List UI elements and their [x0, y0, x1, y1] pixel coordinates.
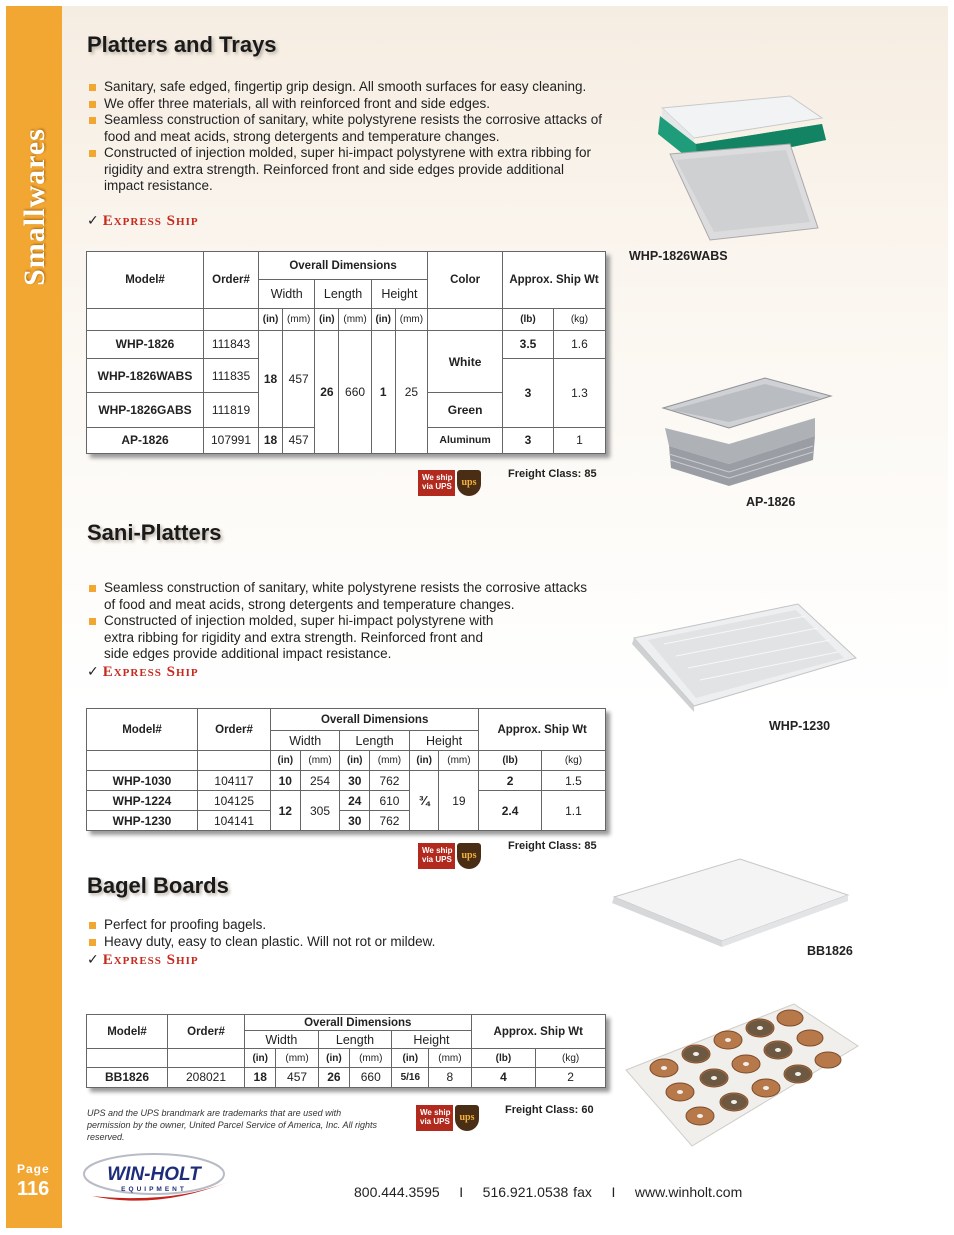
tray-stack-image	[650, 88, 830, 248]
bagel-heading: Bagel Boards	[87, 873, 229, 898]
cell-model: WHP-1826WABS	[87, 359, 204, 393]
cell-width-in: 12	[271, 791, 301, 831]
freight-class: Freight Class: 85	[508, 468, 597, 480]
sani-heading: Sani-Platters	[87, 520, 222, 545]
spacer-cell	[87, 751, 198, 771]
platters-heading: Platters and Trays	[87, 32, 277, 57]
footer-fax: 516.921.0538 fax	[482, 1184, 592, 1200]
cell-model: AP-1826	[87, 427, 204, 453]
cell-height-mm: 19	[439, 771, 479, 831]
unit-mm: (mm)	[370, 751, 410, 771]
header-width: Width	[259, 280, 315, 308]
cell-length-in: 26	[318, 1067, 349, 1087]
table-row	[87, 771, 606, 791]
unit-kg: (kg)	[553, 308, 605, 330]
cell-height-in: 5/16	[392, 1067, 429, 1087]
header-overall-dimensions: Overall Dimensions	[271, 709, 479, 731]
aluminum-tray-image	[655, 368, 835, 490]
checkmark-icon: ✓	[87, 664, 100, 680]
cell-height-in: ¾	[409, 771, 439, 831]
ups-badge-text: We ship via UPS	[418, 843, 455, 869]
cell-length-mm: 610	[370, 791, 410, 811]
ups-trademark-note: UPS and the UPS brandmark are trademarks that are used with permission by the owner, United Parcel Service of America, Inc. All rights reserved.	[87, 1108, 377, 1142]
logo-subtext: EQUIPMENT	[121, 1186, 187, 1193]
footer-separator: I	[611, 1184, 616, 1200]
page-number: 116	[17, 1178, 50, 1200]
cell-order: 111835	[204, 359, 259, 393]
unit-in: (in)	[371, 308, 395, 330]
spacer-cell	[168, 1049, 245, 1067]
header-length: Length	[340, 731, 409, 751]
unit-mm: (mm)	[429, 1049, 471, 1067]
cell-height-mm: 25	[395, 330, 427, 453]
ups-badge	[418, 843, 482, 869]
cell-width-mm: 457	[283, 427, 315, 453]
bagel-spec-table	[86, 1014, 606, 1088]
cell-lb: 2.4	[479, 791, 542, 831]
spacer-cell	[87, 308, 204, 330]
caption-bb1826: BB1826	[807, 944, 853, 958]
table-row	[87, 1067, 606, 1087]
express-ship-text: Express Ship	[102, 664, 199, 680]
express-ship-badge	[87, 952, 199, 969]
cell-length-mm: 660	[350, 1067, 392, 1087]
unit-mm: (mm)	[300, 751, 340, 771]
cell-length-in: 30	[340, 771, 370, 791]
checkmark-icon: ✓	[87, 213, 100, 229]
spacer-cell	[204, 308, 259, 330]
spacer-cell	[428, 308, 503, 330]
logo-text: WIN-HOLT	[107, 1164, 201, 1185]
unit-lb: (lb)	[479, 751, 542, 771]
ups-shield-icon: ups	[457, 843, 481, 869]
header-weight: Approx. Ship Wt	[471, 1015, 605, 1049]
header-width: Width	[271, 731, 340, 751]
header-weight: Approx. Ship Wt	[503, 252, 606, 309]
header-length: Length	[318, 1031, 392, 1049]
unit-in: (in)	[392, 1049, 429, 1067]
sani-bullets	[87, 580, 587, 663]
list-item: We offer three materials, all with reinforced front and side edges.	[87, 96, 607, 113]
cell-model: WHP-1230	[87, 811, 198, 831]
cell-lb: 3.5	[503, 330, 554, 358]
header-height: Height	[409, 731, 478, 751]
cell-length-in: 26	[315, 330, 339, 453]
unit-mm: (mm)	[350, 1049, 392, 1067]
bagel-bullets	[87, 917, 587, 950]
cell-order: 208021	[168, 1067, 245, 1087]
header-height: Height	[392, 1031, 471, 1049]
cell-model: WHP-1030	[87, 771, 198, 791]
cell-model: WHP-1826	[87, 330, 204, 358]
unit-in: (in)	[271, 751, 301, 771]
bagels-on-board-image	[624, 1000, 860, 1148]
header-order: Order#	[204, 252, 259, 309]
cell-color: Green	[428, 393, 503, 427]
header-weight: Approx. Ship Wt	[479, 709, 606, 751]
unit-mm: (mm)	[439, 751, 479, 771]
cell-order: 107991	[204, 427, 259, 453]
ups-badge	[416, 1105, 480, 1131]
list-item: Sanitary, safe edged, fingertip grip design. All smooth surfaces for easy cleaning.	[87, 79, 607, 96]
unit-in: (in)	[340, 751, 370, 771]
header-color: Color	[428, 252, 503, 309]
cell-lb: 4	[471, 1067, 536, 1087]
express-ship-badge	[87, 213, 199, 230]
cell-order: 111819	[204, 393, 259, 427]
unit-mm: (mm)	[283, 308, 315, 330]
cell-length-mm: 762	[370, 811, 410, 831]
cell-order: 104141	[198, 811, 271, 831]
cell-width-mm: 254	[300, 771, 340, 791]
cell-width-in: 10	[271, 771, 301, 791]
footer-website[interactable]: www.winholt.com	[634, 1184, 743, 1200]
unit-kg: (kg)	[536, 1049, 606, 1067]
cell-width-mm: 305	[300, 791, 340, 831]
ups-shield-icon: ups	[457, 470, 481, 496]
cell-kg: 1.3	[553, 359, 605, 428]
spacer-cell	[87, 1049, 168, 1067]
cell-lb: 3	[503, 359, 554, 428]
checkmark-icon: ✓	[87, 952, 100, 968]
unit-in: (in)	[259, 308, 283, 330]
cell-length-in: 30	[340, 811, 370, 831]
footer-separator: I	[459, 1184, 464, 1200]
sidebar-title-text: Smallwares	[17, 128, 51, 286]
unit-in: (in)	[409, 751, 439, 771]
header-model: Model#	[87, 709, 198, 751]
cell-kg: 1	[553, 427, 605, 453]
bagel-board-image	[610, 855, 852, 947]
unit-mm: (mm)	[276, 1049, 318, 1067]
cell-color: Aluminum	[428, 427, 503, 453]
cell-model: WHP-1826GABS	[87, 393, 204, 427]
unit-mm: (mm)	[339, 308, 371, 330]
express-ship-text: Express Ship	[102, 213, 199, 229]
list-item: Constructed of injection molded, super hi-impact polystyrene with extra ribbing for rigidity and extra strength. Reinforced front and side edges provide additional impact resistance.	[87, 145, 607, 195]
cell-height-in: 1	[371, 330, 395, 453]
platters-bullets	[87, 79, 607, 195]
unit-in: (in)	[318, 1049, 349, 1067]
caption-whp-1230: WHP-1230	[769, 719, 831, 733]
cell-model: BB1826	[87, 1067, 168, 1087]
sani-platter-image	[630, 598, 860, 714]
header-height: Height	[371, 280, 427, 308]
cell-order: 104117	[198, 771, 271, 791]
unit-lb: (lb)	[471, 1049, 536, 1067]
platters-spec-table	[86, 251, 606, 454]
cell-height-mm: 8	[429, 1067, 471, 1087]
unit-in: (in)	[245, 1049, 276, 1067]
spacer-cell	[198, 751, 271, 771]
cell-width-mm: 457	[276, 1067, 318, 1087]
table-row	[87, 330, 606, 358]
cell-kg: 1.6	[553, 330, 605, 358]
caption-whp-1826wabs: WHP-1826WABS	[629, 249, 728, 263]
win-holt-logo	[82, 1152, 232, 1204]
cell-width-in: 18	[245, 1067, 276, 1087]
unit-kg: (kg)	[541, 751, 605, 771]
cell-kg: 2	[536, 1067, 606, 1087]
freight-class: Freight Class: 85	[508, 840, 597, 852]
cell-kg: 1.1	[541, 791, 605, 831]
express-ship-text: Express Ship	[102, 952, 199, 968]
header-overall-dimensions: Overall Dimensions	[259, 252, 428, 280]
header-order: Order#	[168, 1015, 245, 1049]
freight-class: Freight Class: 60	[505, 1104, 594, 1116]
page-label: Page	[17, 1162, 50, 1176]
cell-model: WHP-1224	[87, 791, 198, 811]
sani-spec-table	[86, 708, 606, 831]
header-length: Length	[315, 280, 371, 308]
cell-length-mm: 660	[339, 330, 371, 453]
sidebar-title	[14, 120, 54, 300]
cell-width-in: 18	[259, 427, 283, 453]
ups-shield-icon: ups	[455, 1105, 479, 1131]
cell-lb: 3	[503, 427, 554, 453]
ups-badge-text: We ship via UPS	[416, 1105, 453, 1131]
list-item: Seamless construction of sanitary, white polystyrene resists the corrosive attacks of food and meat acids, strong detergents and temperature changes.	[87, 112, 607, 145]
header-width: Width	[245, 1031, 319, 1049]
unit-in: (in)	[315, 308, 339, 330]
header-overall-dimensions: Overall Dimensions	[245, 1015, 472, 1031]
list-item: Seamless construction of sanitary, white polystyrene resists the corrosive attacks of food and meat acids, strong detergents and temperature changes.	[87, 580, 587, 613]
cell-color: White	[428, 330, 503, 393]
cell-length-in: 24	[340, 791, 370, 811]
list-item: Perfect for proofing bagels.	[87, 917, 587, 934]
footer-contact	[354, 1184, 742, 1200]
cell-order: 104125	[198, 791, 271, 811]
cell-lb: 2	[479, 771, 542, 791]
header-model: Model#	[87, 1015, 168, 1049]
cell-kg: 1.5	[541, 771, 605, 791]
express-ship-badge	[87, 664, 199, 681]
unit-mm: (mm)	[395, 308, 427, 330]
caption-ap-1826: AP-1826	[746, 495, 796, 509]
ups-badge-text: We ship via UPS	[418, 470, 455, 496]
header-order: Order#	[198, 709, 271, 751]
unit-lb: (lb)	[503, 308, 554, 330]
list-item: Constructed of injection molded, super hi-impact polystyrene with extra ribbing for rigidity and extra strength. Reinforced front and side edges provide additional impact resistance.	[87, 613, 504, 663]
list-item: Heavy duty, easy to clean plastic. Will not rot or mildew.	[87, 934, 587, 951]
header-model: Model#	[87, 252, 204, 309]
cell-length-mm: 762	[370, 771, 410, 791]
cell-width-in: 18	[259, 330, 283, 427]
table-row	[87, 791, 606, 811]
ups-badge	[418, 470, 482, 496]
cell-order: 111843	[204, 330, 259, 358]
cell-width-mm: 457	[283, 330, 315, 427]
footer-phone: 800.444.3595	[354, 1184, 440, 1200]
